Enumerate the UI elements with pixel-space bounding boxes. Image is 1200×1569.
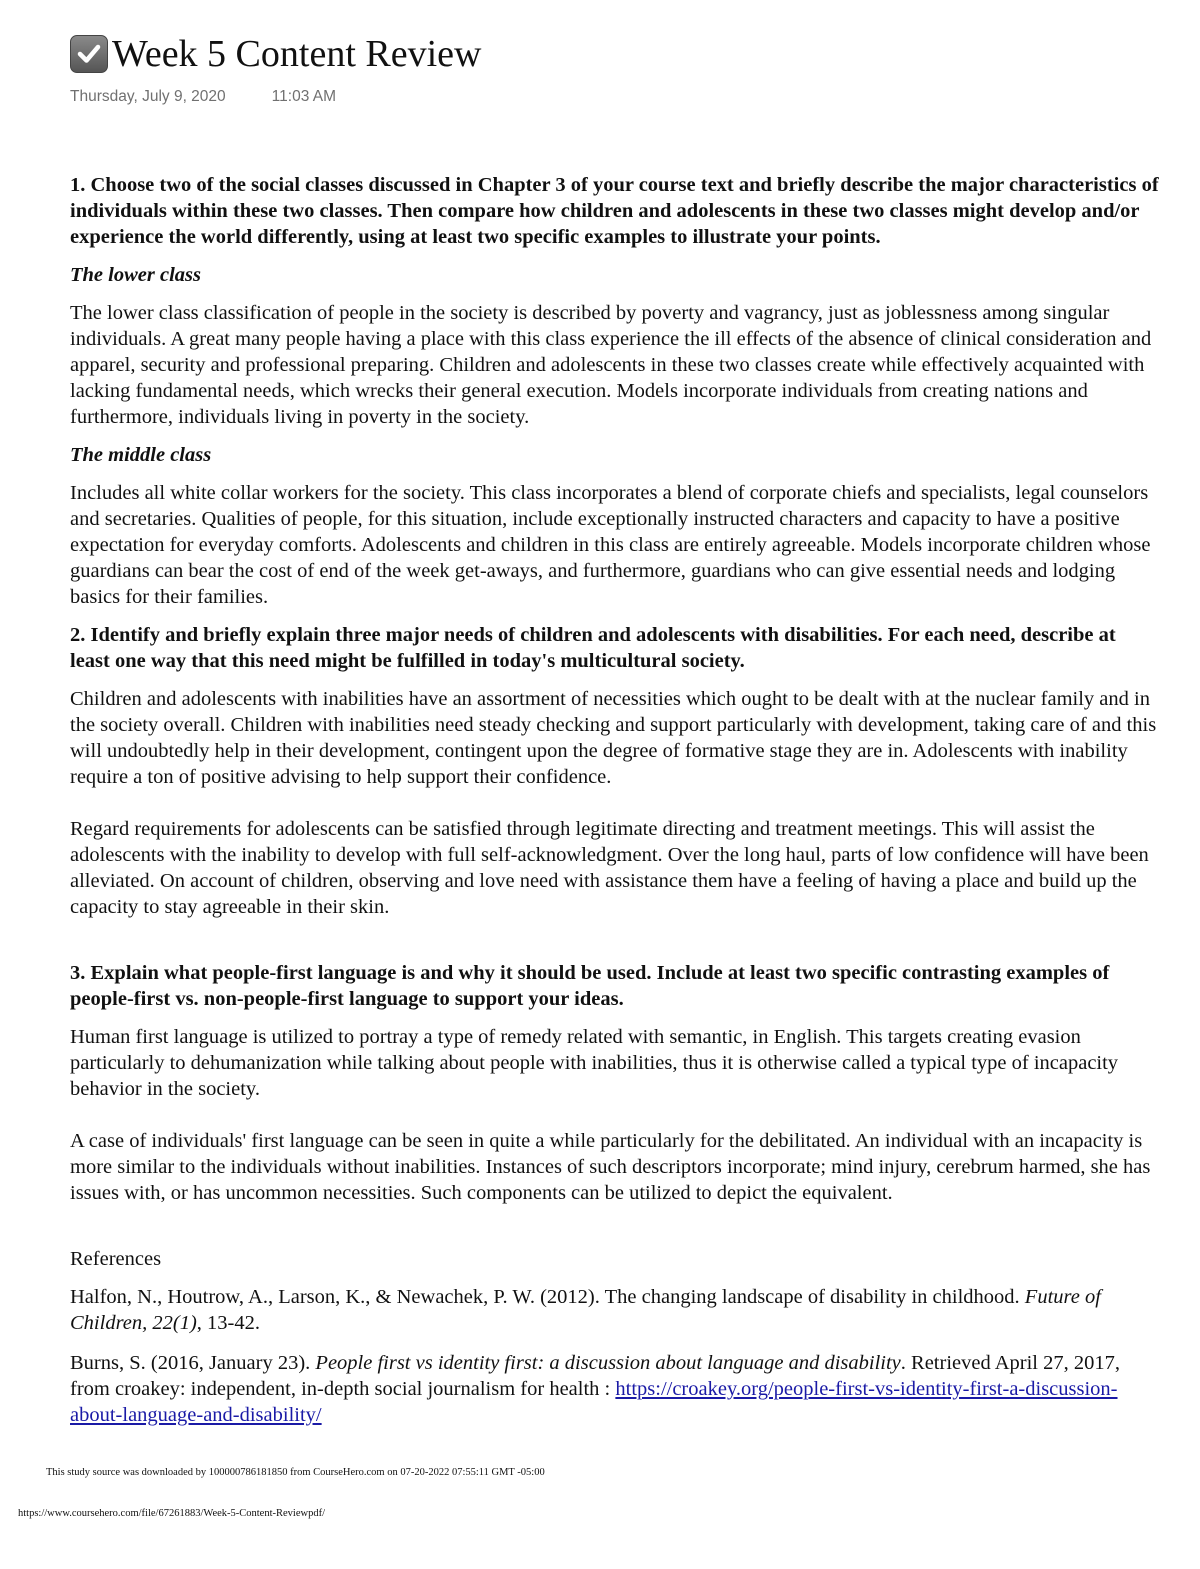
reference-1-authors: Halfon, N., Houtrow, A., Larson, K., & Newachek, P. W. (2012). The changing landscape of disability in childhood. xyxy=(70,1286,1025,1308)
checkbox-checked-icon xyxy=(70,35,108,73)
download-source-url: https://www.coursehero.com/file/67261883/Week-5-Content-Reviewpdf/ xyxy=(18,1508,325,1519)
reference-2-title: People first vs identity first: a discussion about language and disability xyxy=(315,1352,901,1374)
answer-3-paragraph-2: A case of individuals' first language can be seen in quite a while particularly for the debilitated. An individual with an incapacity is more similar to the individuals without inabilities. Instances of such descriptors incorporate; mind injury, cerebrum harmed, she has issues with, or has uncommon necessities. Such components can be utilized to depict the equivalent. xyxy=(70,1130,1151,1204)
reference-1 xyxy=(70,1284,1160,1336)
reference-2-rest: . Retrieved April 27, 2017, from croakey: independent, in-depth social journalism for health : xyxy=(70,1352,1120,1400)
spacer xyxy=(70,1102,1160,1128)
page-date: Thursday, July 9, 2020 xyxy=(70,88,226,105)
title-row xyxy=(70,30,481,78)
lower-class-paragraph: The lower class classification of people in the society is described by poverty and vagrancy, just as joblessness among singular individuals. A great many people having a place with this class experience the ill effects of the absence of clinical consideration and apparel, security and professional preparing. Children and adolescents in these two classes create while effectively acquainted with lacking fundamental needs, which wrecks their general execution. Models incorporate individuals from creating nations and furthermore, individuals living in poverty in the society. xyxy=(70,302,1152,428)
references-heading: References xyxy=(70,1248,162,1270)
middle-class-paragraph: Includes all white collar workers for the society. This class incorporates a blend of corporate chiefs and specialists, legal counselors and secretaries. Qualities of people, for this situation, include exceptionally instructed characters and capacity to have a positive expectation for everyday comforts. Adolescents and children in this class are entirely agreeable. Models incorporate children whose guardians can bear the cost of end of the week get-aways, and furthermore, guardians who can give essential needs and lodging basics for their families. xyxy=(70,482,1151,608)
spacer xyxy=(70,920,1160,960)
lower-class-heading: The lower class xyxy=(70,264,201,286)
question-1: 1. Choose two of the social classes discussed in Chapter 3 of your course text and briefly describe the major characteristics of individuals within these two classes. Then compare how children and adolescents in these two classes might develop and/or experience the world differently, using at least two specific examples to illustrate your points. xyxy=(70,174,1159,248)
reference-2-link[interactable]: https://croakey.org/people-first-vs-identity-first-a-discussion-about-language-and-disability/ xyxy=(70,1378,1118,1426)
download-source-note: This study source was downloaded by 100000786181850 from CourseHero.com on 07-20-2022 07:55:11 GMT -05:00 xyxy=(46,1467,545,1478)
answer-3-paragraph-1: Human first language is utilized to portray a type of remedy related with semantic, in English. This targets creating evasion particularly to dehumanization while talking about people with inabilities, thus it is otherwise called a typical type of incapacity behavior in the society. xyxy=(70,1026,1119,1100)
answer-2-paragraph-1: Children and adolescents with inabilities have an assortment of necessities which ought to be dealt with at the nuclear family and in the society overall. Children with inabilities need steady checking and support particularly with development, taking care of and this will undoubtedly help in their development, contingent upon the degree of formative stage they are in. Adolescents with inability require a ton of positive advising to help support their confidence. xyxy=(70,688,1157,788)
reference-2 xyxy=(70,1350,1160,1428)
reference-2-authors: Burns, S. (2016, January 23). xyxy=(70,1352,316,1374)
document-body xyxy=(70,172,1160,1428)
reference-1-journal: Future of Children, 22(1) xyxy=(70,1286,1101,1334)
question-3: 3. Explain what people-first language is and why it should be used. Include at least two specific contrasting examples of people-first vs. non-people-first language to support your ideas. xyxy=(70,962,1110,1010)
middle-class-heading: The middle class xyxy=(70,444,212,466)
page-time: 11:03 AM xyxy=(271,88,337,105)
spacer xyxy=(70,790,1160,816)
reference-1-pages: , 13-42. xyxy=(196,1312,260,1334)
question-2: 2. Identify and briefly explain three major needs of children and adolescents with disabilities. For each need, describe at least one way that this need might be fulfilled in today's multicultural society. xyxy=(70,624,1116,672)
answer-2-paragraph-2: Regard requirements for adolescents can be satisfied through legitimate directing and treatment meetings. This will assist the adolescents with the inability to develop with full self-acknowledgment. Over the long haul, parts of low confidence will have been alleviated. On account of children, observing and love need with assistance them have a feeling of having a place and build up the capacity to stay agreeable in their skin. xyxy=(70,818,1149,918)
page-meta xyxy=(70,88,336,106)
spacer xyxy=(70,1206,1160,1246)
page-title: Week 5 Content Review xyxy=(112,33,482,75)
